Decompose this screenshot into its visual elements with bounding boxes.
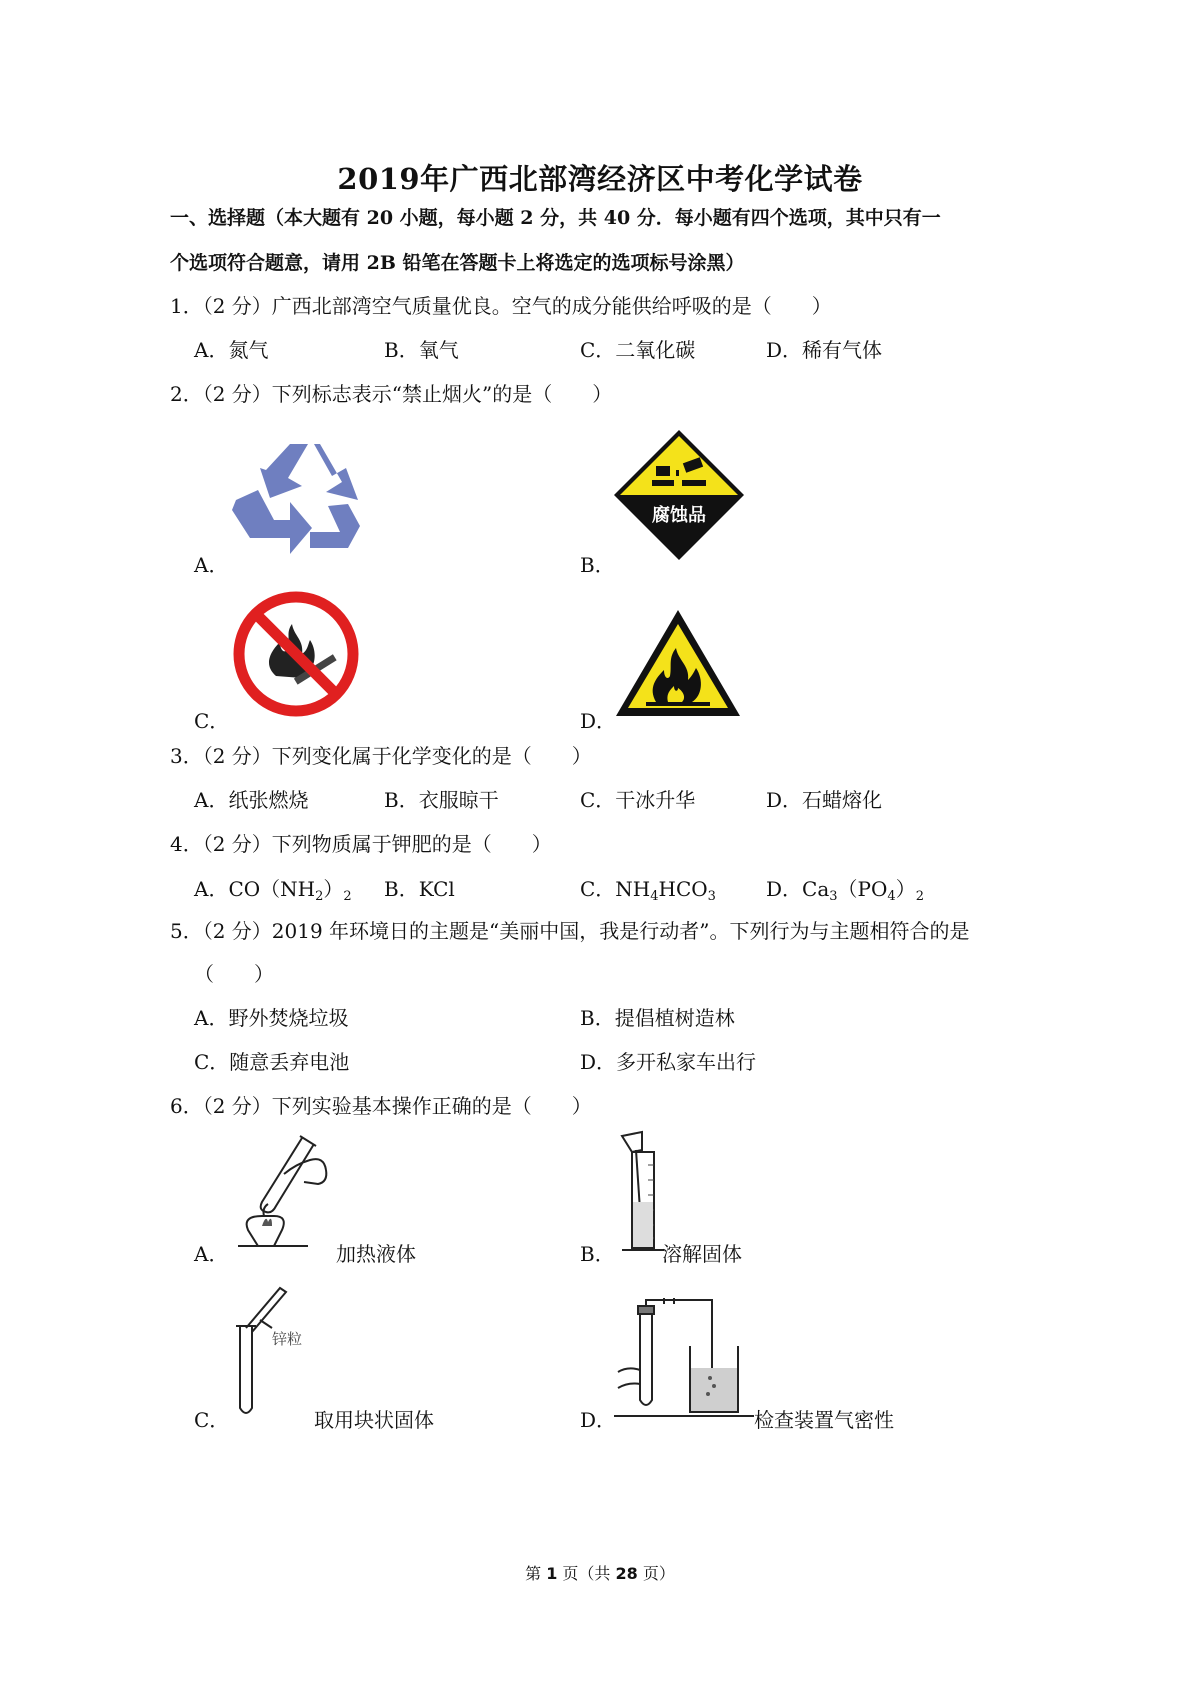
q5-option-c: C．随意丢弃电池 (194, 1050, 350, 1074)
no-fire-sign-icon (232, 590, 360, 718)
q3-option-d: D．石蜡熔化 (766, 788, 883, 812)
question-3-stem: 3．（2 分）下列变化属于化学变化的是（ ） (170, 744, 592, 768)
question-2-stem: 2．（2 分）下列标志表示“禁止烟火”的是（ ） (170, 382, 613, 406)
q3-option-b: B．衣服晾干 (384, 788, 499, 812)
question-1-stem: 1．（2 分）广西北部湾空气质量优良。空气的成分能供给呼吸的是（ ） (170, 294, 832, 318)
question-5-stem-cont: （ ） (194, 962, 274, 986)
q6-caption-c: 取用块状固体 (314, 1408, 434, 1432)
corrosive-sign-label: 腐蚀品 (652, 505, 706, 526)
q4-option-b: B．KCl (384, 877, 455, 901)
q6-option-a: A． (194, 1242, 229, 1266)
question-5-stem: 5．（2 分）2019 年环境日的主题是“美丽中国，我是行动者”。下列行为与主题相符合的是 (170, 919, 970, 943)
question-4-stem: 4．（2 分）下列物质属于钾肥的是（ ） (170, 832, 552, 856)
q4-option-d: D．$Ca_3(PO_4)_2$ (766, 877, 924, 904)
flammable-sign-icon (612, 606, 744, 720)
q1-option-d: D．稀有气体 (766, 338, 883, 362)
zinc-granule-label: 锌粒 (272, 1330, 303, 1348)
page-title: 2019年广西北部湾经济区中考化学试卷 (337, 162, 863, 196)
q2-option-d: D． (580, 709, 617, 733)
section-header-line1: 一、选择题（本大题有 20 小题，每小题 2 分，共 40 分．每小题有四个选项，其中只有一 (170, 207, 941, 229)
airtightness-check-diagram-icon (614, 1296, 754, 1420)
question-6-stem: 6．（2 分）下列实验基本操作正确的是（ ） (170, 1094, 592, 1118)
total-page-count: 28 (615, 1564, 638, 1583)
test-tube-tweezers-diagram-icon (226, 1282, 316, 1422)
q2-option-b: B． (580, 553, 615, 577)
q3-option-a: A．纸张燃烧 (194, 788, 309, 812)
q6-caption-b: 溶解固体 (662, 1242, 742, 1266)
q3-option-c: C．干冰升华 (580, 788, 696, 812)
q6-option-d: D． (580, 1408, 617, 1432)
q1-option-b: B．氧气 (384, 338, 459, 362)
q5-option-d: D．多开私家车出行 (580, 1050, 757, 1074)
q5-option-b: B．提倡植树造林 (580, 1006, 735, 1030)
q4-option-a: A．$CO(NH_2)_2$ (194, 877, 352, 904)
heating-liquid-diagram-icon (228, 1130, 338, 1250)
q6-option-b: B． (580, 1242, 615, 1266)
q4-option-c: C．$NH_4HCO_3$ (580, 877, 716, 904)
q5-option-a: A．野外焚烧垃圾 (194, 1006, 349, 1030)
recycle-symbol-icon (228, 440, 363, 560)
q6-caption-d: 检查装置气密性 (754, 1408, 894, 1432)
q6-caption-a: 加热液体 (336, 1242, 416, 1266)
q1-option-c: C．二氧化碳 (580, 338, 696, 362)
q6-option-c: C． (194, 1408, 230, 1432)
q2-option-a: A． (194, 553, 229, 577)
q2-option-c: C． (194, 709, 230, 733)
q1-option-a: A．氮气 (194, 338, 269, 362)
graduated-cylinder-diagram-icon (612, 1130, 672, 1255)
page-footer: 第 1 页（共 28 页） (525, 1564, 675, 1583)
section-header-line2: 个选项符合题意，请用 2B 铅笔在答题卡上将选定的选项标号涂黑） (170, 252, 745, 274)
current-page-number: 1 (546, 1564, 558, 1583)
corrosive-sign-icon (612, 428, 746, 562)
